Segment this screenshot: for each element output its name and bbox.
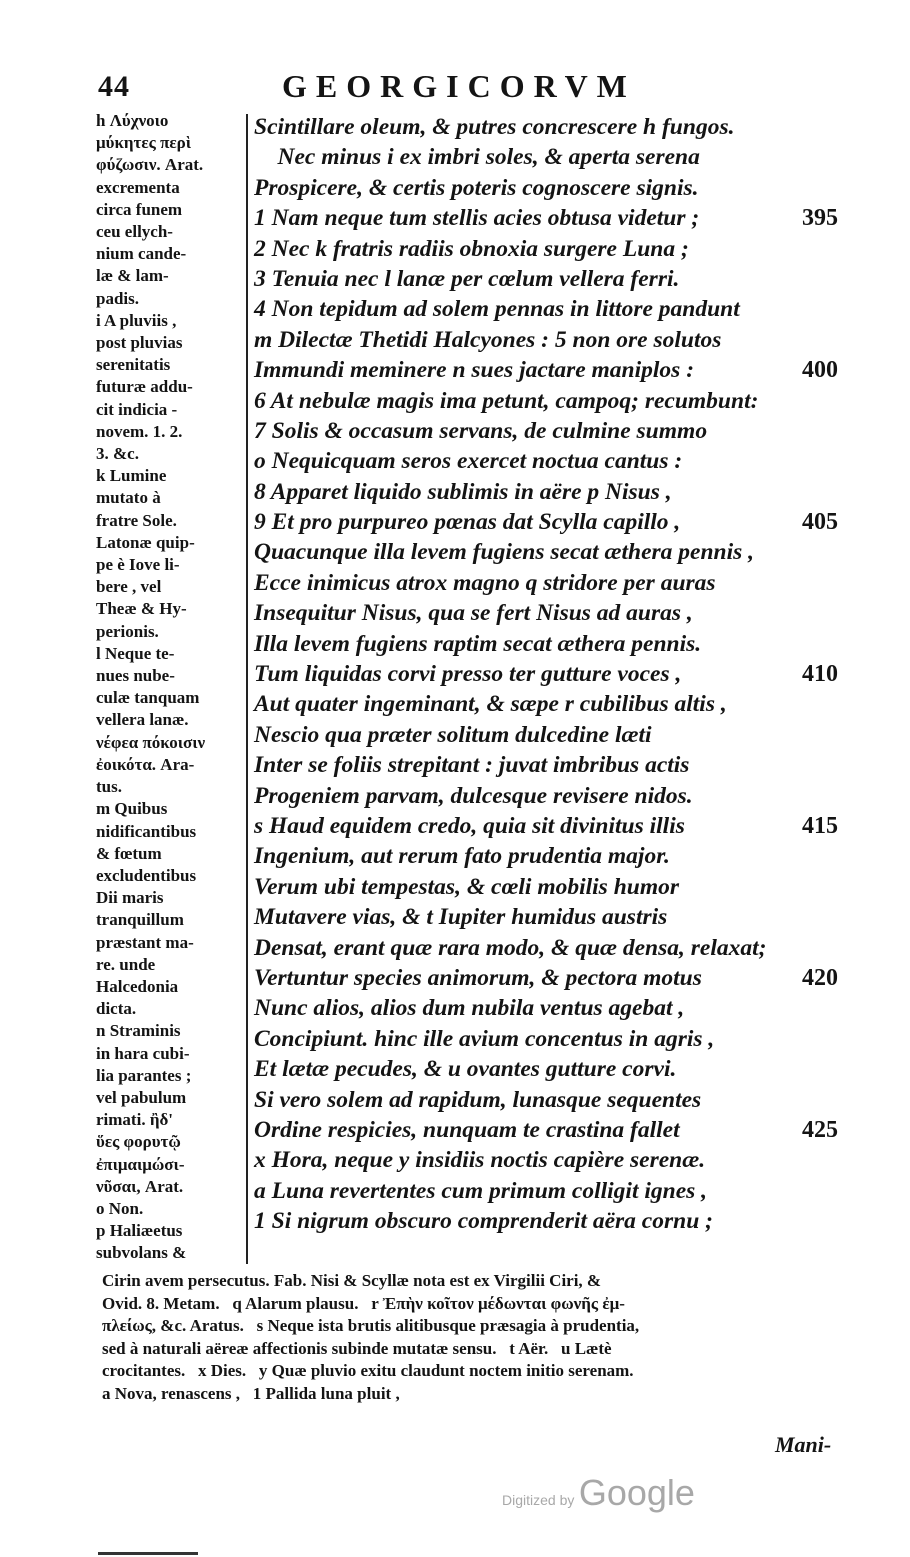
margin-note-line: bere , vel <box>96 577 162 597</box>
google-logo-text: Google <box>578 1472 695 1513</box>
verse-text: Nescio qua præter solitum dulcedine læti <box>254 721 652 748</box>
margin-note-line: νῦσαι, Arat. <box>96 1176 184 1196</box>
verse-text: Scintillare oleum, & putres concrescere h fungos. <box>254 114 735 140</box>
digitized-watermark <box>502 1472 695 1514</box>
verse-line <box>254 963 854 993</box>
margin-note-line: fratre Sole. <box>96 510 177 530</box>
verse-text: 9 Et pro purpureo pœnas dat Scylla capillo , <box>254 509 681 536</box>
footnote-line: Ovid. 8. Metam. q Alarum plausu. r Ἐπὴν κοῖτον μέδωνται φωνῆς ἐμ- <box>102 1293 625 1313</box>
verse-column <box>254 112 854 1236</box>
margin-note-line: Dii maris <box>96 888 164 908</box>
verse-line <box>254 841 854 871</box>
verse-line <box>254 598 854 628</box>
verse-line <box>254 993 854 1023</box>
line-number: 410 <box>802 661 838 688</box>
verse-line <box>254 1206 854 1236</box>
verse-line <box>254 933 854 963</box>
verse-line <box>254 689 854 719</box>
margin-note-line: novem. 1. 2. <box>96 421 183 441</box>
margin-note-line: in hara cubi- <box>96 1043 190 1063</box>
margin-note-line: h Λύχνοιο <box>96 111 169 130</box>
verse-line <box>254 386 854 416</box>
verse-line <box>254 1054 854 1084</box>
verse-line <box>254 750 854 780</box>
digitized-prefix: Digitized by <box>502 1492 575 1508</box>
margin-note-line: p Haliæetus <box>96 1221 183 1241</box>
margin-note-line: excrementa <box>96 177 180 197</box>
margin-note-line: vellera lanæ. <box>96 710 189 730</box>
verse-line <box>254 142 854 172</box>
margin-note-line: k Lumine <box>96 466 167 486</box>
verse-text: 1 Si nigrum obscuro comprenderit aëra cornu ; <box>254 1208 713 1235</box>
footnote-line: Cirin avem persecutus. Fab. Nisi & Scyllæ nota est ex Virgilii Ciri, & <box>102 1271 602 1290</box>
margin-note-line: ἐοικότα. Ara- <box>96 754 195 774</box>
margin-note-line: Halcedonia <box>96 976 179 996</box>
footnote-line: πλείως, &c. Aratus. s Neque ista brutis alitibusque præsagia à prudentia, <box>102 1316 640 1335</box>
verse-text: Densat, erant quæ rara modo, & quæ densa, relaxat; <box>254 934 767 961</box>
margin-note-line: circa funem <box>96 199 183 219</box>
verse-text: Ordine respicies, nunquam te crastina fallet <box>254 1116 680 1143</box>
margin-note-line: cit indicia - <box>96 399 178 419</box>
verse-text: Quacunque illa levem fugiens secat æthera pennis , <box>254 539 755 566</box>
verse-text: Nec minus i ex imbri soles, & aperta serena <box>254 144 700 171</box>
margin-note-line: culæ tanquam <box>96 688 200 708</box>
margin-note-line: præstant ma- <box>96 932 194 952</box>
verse-text: 2 Nec k fratris radiis obnoxia surgere Luna ; <box>254 235 689 262</box>
margin-note-line: nium cande- <box>96 244 187 264</box>
verse-line <box>254 1145 854 1175</box>
line-number: 415 <box>802 812 838 839</box>
margin-note-line: νέφεα πόκοισιν <box>96 732 206 752</box>
margin-note-line: lia parantes ; <box>96 1065 192 1085</box>
verse-line <box>254 1176 854 1206</box>
verse-line <box>254 477 854 507</box>
margin-note-line: ὕες φορυτῷ <box>96 1132 181 1152</box>
verse-line <box>254 1024 854 1054</box>
verse-text: a Luna revertentes cum primum colligit ignes , <box>254 1177 708 1204</box>
margin-note-line: excludentibus <box>96 865 197 885</box>
verse-text: Nunc alios, alios dum nubila ventus agebat , <box>254 995 685 1022</box>
verse-line <box>254 568 854 598</box>
verse-text: Ecce inimicus atrox magno q stridore per auras <box>254 569 716 596</box>
margin-note-line: o Non. <box>96 1198 144 1218</box>
verse-line <box>254 720 854 750</box>
verse-text: Mutavere vias, & t Iupiter humidus austris <box>254 904 668 931</box>
line-number: 395 <box>802 205 838 232</box>
margin-note-line: l Neque te- <box>96 643 175 663</box>
verse-line <box>254 203 854 233</box>
margin-note-line: serenitatis <box>96 355 171 375</box>
bottom-rule <box>98 1552 198 1555</box>
verse-text: s Haud equidem credo, quia sit divinitus illis <box>254 812 685 839</box>
verse-text: 7 Solis & occasum servans, de culmine summo <box>254 417 708 444</box>
verse-line <box>254 173 854 203</box>
margin-note-line: tranquillum <box>96 910 184 930</box>
line-number: 425 <box>802 1116 838 1143</box>
line-number: 420 <box>802 964 838 991</box>
verse-text: Tum liquidas corvi presso ter gutture voces , <box>254 661 682 688</box>
margin-note-line: subvolans & <box>96 1243 187 1263</box>
margin-notes <box>96 110 242 1265</box>
verse-text: Vertuntur species animorum, & pectora motus <box>254 964 702 991</box>
verse-line <box>254 659 854 689</box>
verse-line <box>254 902 854 932</box>
footnote-line: a Nova, renascens , 1 Pallida luna pluit , <box>102 1383 400 1403</box>
verse-line <box>254 446 854 476</box>
margin-note-line: & fœtum <box>96 843 162 863</box>
verse-text: m Dilectæ Thetidi Halcyones : 5 non ore solutos <box>254 326 722 353</box>
verse-text: Prospicere, & certis poteris cognoscere signis. <box>254 174 699 201</box>
margin-note-line: φύζωσιν. Arat. <box>96 155 204 175</box>
footnotes <box>102 1270 872 1405</box>
footnote-line: crocitantes. x Dies. y Quæ pluvio exitu claudunt noctem initio serenam. <box>102 1361 634 1380</box>
margin-note-line: re. unde <box>96 954 156 974</box>
margin-note-line: nues nube- <box>96 666 175 686</box>
column-rule <box>246 114 248 1264</box>
verse-line <box>254 1115 854 1145</box>
margin-note-line: tus. <box>96 777 122 797</box>
verse-line <box>254 872 854 902</box>
line-number: 405 <box>802 509 838 536</box>
verse-line <box>254 507 854 537</box>
verse-line <box>254 416 854 446</box>
margin-note-line: Theæ & Hy- <box>96 599 187 619</box>
verse-text: Insequitur Nisus, qua se fert Nisus ad auras , <box>254 600 693 627</box>
catchword: Mani- <box>775 1432 832 1457</box>
margin-note-line: i A pluviis , <box>96 310 177 330</box>
verse-line <box>254 781 854 811</box>
margin-note-line: 3. &c. <box>96 444 139 464</box>
margin-note-line: Latonæ quip- <box>96 532 195 552</box>
margin-note-line: n Straminis <box>96 1021 181 1041</box>
verse-text: Inter se foliis strepitant : juvat imbribus actis <box>254 752 690 779</box>
margin-note-line: ἐπιμαιμώσι- <box>96 1154 185 1174</box>
margin-note-line: mutato à <box>96 488 161 508</box>
margin-note-line: rimati. ἢδ' <box>96 1110 174 1130</box>
footnote-line: sed à naturali aëreæ affectionis subinde mutatæ sensu. t Aër. u Lætè <box>102 1338 612 1358</box>
margin-note-line: pe è Iove li- <box>96 555 180 575</box>
margin-note-line: μύκητες περὶ <box>96 133 192 153</box>
margin-note-line: padis. <box>96 288 139 308</box>
margin-note-line: m Quibus <box>96 799 168 819</box>
verse-text: o Nequicquam seros exercet noctua cantus : <box>254 448 683 475</box>
verse-text: Et lætæ pecudes, & u ovantes gutture corvi. <box>254 1056 677 1083</box>
margin-note-line: ceu ellych- <box>96 222 173 242</box>
running-head: GEORGICORVM <box>282 68 636 104</box>
verse-line <box>254 629 854 659</box>
verse-text: Concipiunt. hinc ille avium concentus in agris , <box>254 1025 715 1052</box>
margin-note-line: dicta. <box>96 999 137 1019</box>
verse-line <box>254 537 854 567</box>
verse-line <box>254 264 854 294</box>
verse-text: Ingenium, aut rerum fato prudentia major. <box>254 843 670 870</box>
verse-text: Si vero solem ad rapidum, lunasque sequentes <box>254 1086 702 1113</box>
verse-line <box>254 325 854 355</box>
margin-note-line: nidificantibus <box>96 821 197 841</box>
verse-text: Aut quater ingeminant, & sæpe r cubilibus altis , <box>254 691 727 718</box>
margin-note-line: vel pabulum <box>96 1087 187 1107</box>
verse-text: x Hora, neque y insidiis noctis capière serenæ. <box>254 1147 706 1174</box>
verse-text: 3 Tenuia nec l lanæ per cœlum vellera ferri. <box>254 265 680 292</box>
verse-line <box>254 294 854 324</box>
verse-text: 1 Nam neque tum stellis acies obtusa videtur ; <box>254 205 700 232</box>
margin-note-line: post pluvias <box>96 333 183 353</box>
page-number: 44 <box>98 70 130 103</box>
verse-text: Immundi meminere n sues jactare maniplos : <box>254 357 695 384</box>
verse-line <box>254 355 854 385</box>
verse-line <box>254 1085 854 1115</box>
verse-text: Progeniem parvam, dulcesque revisere nidos. <box>254 782 693 809</box>
verse-text: Illa levem fugiens raptim secat æthera pennis. <box>254 630 702 657</box>
verse-line <box>254 234 854 264</box>
margin-note-line: futuræ addu- <box>96 377 193 397</box>
verse-line <box>254 811 854 841</box>
margin-note-line: perionis. <box>96 621 159 641</box>
line-number: 400 <box>802 357 838 384</box>
verse-line <box>254 112 854 142</box>
verse-text: 8 Apparet liquido sublimis in aëre p Nisus , <box>254 478 672 505</box>
verse-text: Verum ubi tempestas, & cœli mobilis humor <box>254 873 680 900</box>
margin-note-line: læ & lam- <box>96 266 169 286</box>
verse-text: 6 At nebulæ magis ima petunt, campoq; recumbunt: <box>254 387 759 414</box>
verse-text: 4 Non tepidum ad solem pennas in littore pandunt <box>254 296 740 323</box>
